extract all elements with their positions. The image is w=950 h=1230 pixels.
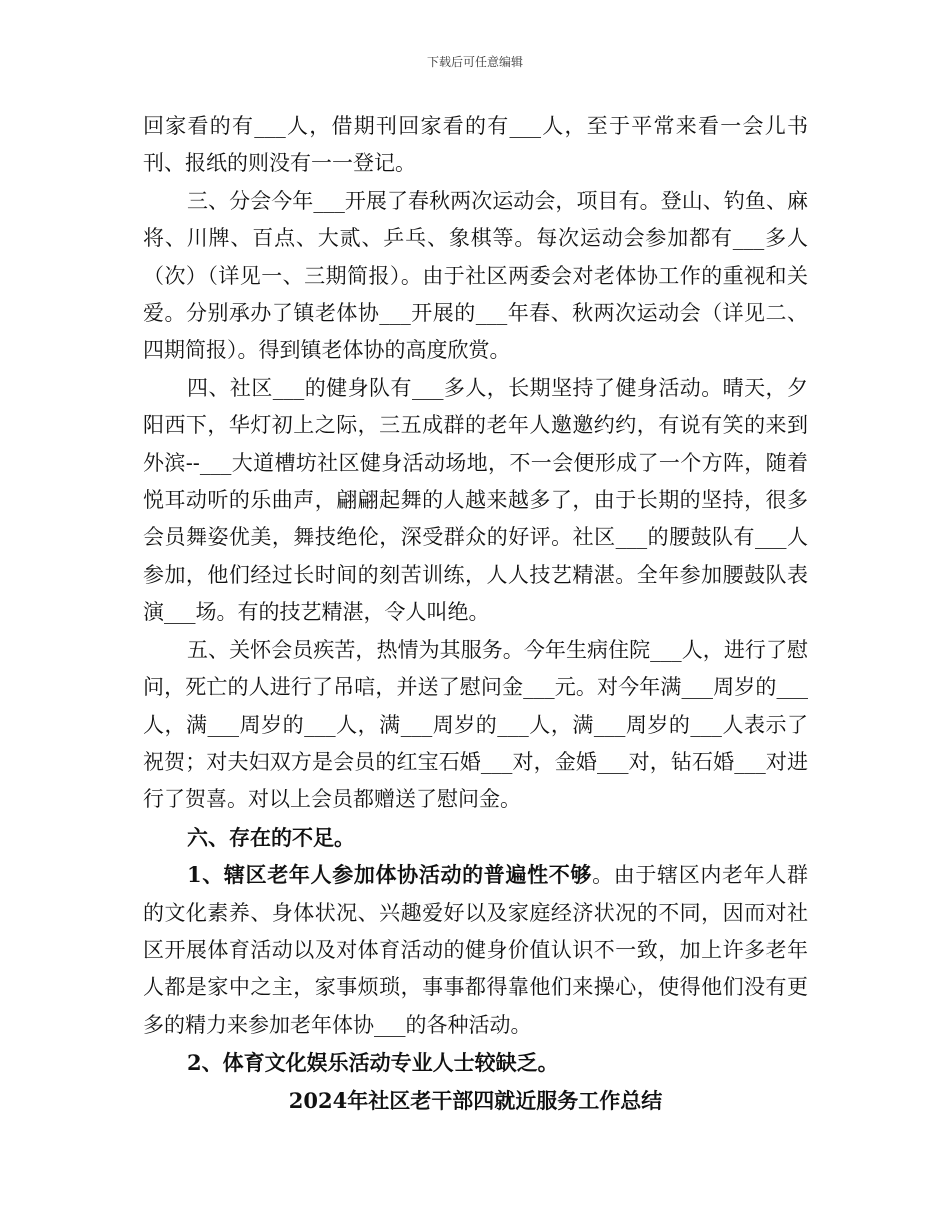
paragraph-3: 四、社区___的健身队有___多人，长期坚持了健身活动。晴天，夕阳西下，华灯初上之际，三五成群的老年人邀邀约约，有说有笑的来到外滨--___大道槽坊社区健身活动场地，不一会便形成了一个方阵，随着悦耳动听的乐曲声，翩翩起舞的人越来越多了，由于长期的坚持，很多会员舞姿优美，舞技绝伦，深受群众的好评。社区___的腰鼓队有___人参加，他们经过长时间的刻苦训练，人人技艺精湛。全年参加腰鼓队表演___场。有的技艺精湛，令人叫绝。 (143, 375, 808, 625)
paragraph-4: 五、关怀会员疾苦，热情为其服务。今年生病住院___人，进行了慰问，死亡的人进行了吊唁，并送了慰问金___元。对今年满___周岁的___人，满___周岁的___人，满___周岁的___人，满___周岁的___人表示了祝贺；对夫妇双方是会员的红宝石婚___对，金婚___对，钻石婚___对进行了贺喜。对以上会员都赠送了慰问金。 (143, 637, 808, 812)
page-header: 下载后可任意编辑 (426, 55, 523, 69)
section-item-2: 2、体育文化娱乐活动专业人士较缺乏。 (187, 1050, 559, 1076)
section-heading-shortcomings: 六、存在的不足。 (187, 824, 355, 850)
paragraph-6-bold: 1、辖区老年人参加体协活动的普遍性不够 (187, 862, 593, 888)
paragraph-6 (143, 856, 808, 1044)
paragraph-1: 回家看的有___人，借期刊回家看的有___人，至于平常来看一会儿书刊、报纸的则没有一一登记。 (143, 114, 808, 176)
document-title: 2024年社区老干部四就近服务工作总结 (288, 1087, 663, 1113)
document-body (143, 108, 808, 1119)
paragraph-6-text: 。由于辖区内老年人群的文化素养、身体状况、兴趣爱好以及家庭经济状况的不同，因而对社区开展体育活动以及对体育活动的健身价值认识不一致，加上许多老年人都是家中之主，家事烦琐，事事都得靠他们来操心，使得他们没有更多的精力来参加老年体协___的各种活动。 (143, 863, 808, 1037)
paragraph-2: 三、分会今年___开展了春秋两次运动会，项目有。登山、钓鱼、麻将、川牌、百点、大贰、乒乓、象棋等。每次运动会参加都有___多人（次）（详见一、三期简报）。由于社区两委会对老体协工作的重视和关爱。分别承办了镇老体协___开展的___年春、秋两次运动会（详见二、四期简报）。得到镇老体协的高度欣赏。 (143, 188, 808, 363)
